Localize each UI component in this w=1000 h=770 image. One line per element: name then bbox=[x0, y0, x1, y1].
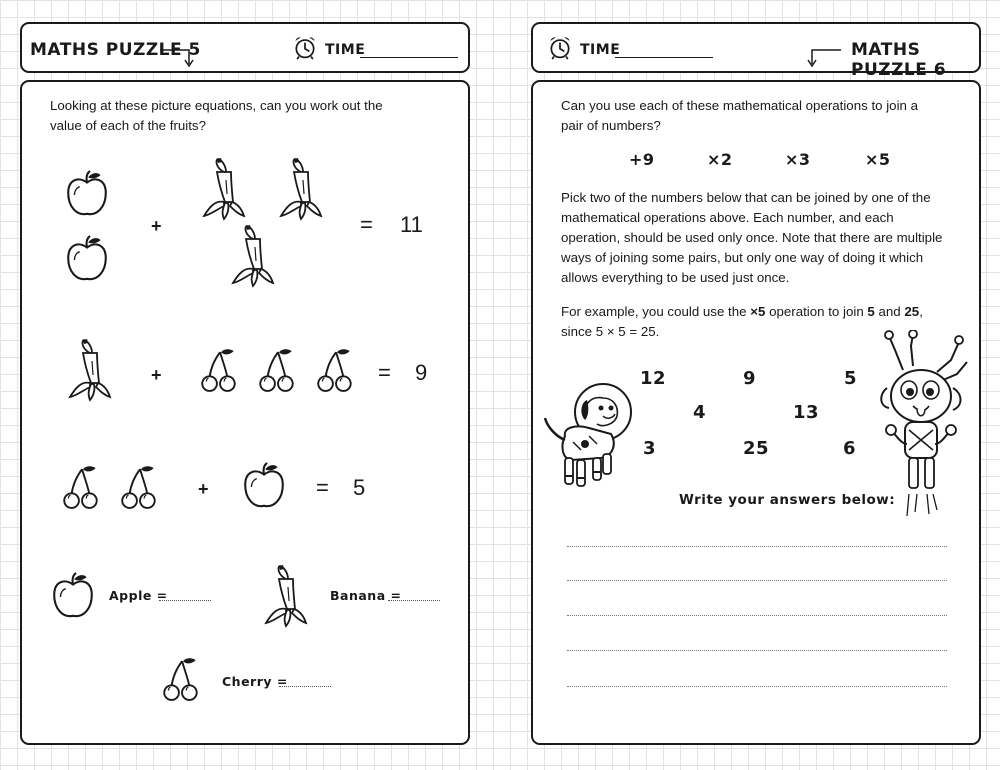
operation-times-3: ×3 bbox=[785, 150, 811, 169]
time-write-line[interactable] bbox=[615, 57, 713, 58]
right-intro-text: Can you use each of these mathematical operations to join a pair of numbers? bbox=[561, 98, 919, 133]
apple-icon bbox=[66, 235, 108, 283]
banana-answer-label: Banana = bbox=[330, 588, 402, 603]
answer-write-line[interactable] bbox=[567, 580, 947, 581]
cherry-answer-label: Cherry = bbox=[222, 674, 288, 689]
banana-icon bbox=[202, 157, 246, 221]
number-tile: 9 bbox=[743, 368, 757, 389]
apple-icon bbox=[243, 462, 285, 510]
example-operation: ×5 bbox=[750, 304, 766, 319]
equals-sign: = bbox=[360, 212, 373, 237]
plus-sign: + bbox=[198, 479, 209, 499]
equation-2-result: 9 bbox=[415, 360, 428, 385]
answer-write-line[interactable] bbox=[567, 650, 947, 651]
number-tile: 6 bbox=[843, 438, 857, 459]
answer-write-line[interactable] bbox=[567, 546, 947, 547]
operation-times-2: ×2 bbox=[707, 150, 733, 169]
cherry-icon bbox=[62, 465, 100, 509]
number-tile: 25 bbox=[743, 438, 770, 459]
operation-plus-9: +9 bbox=[629, 150, 655, 169]
apple-answer-label: Apple = bbox=[109, 588, 168, 603]
apple-icon bbox=[66, 170, 108, 218]
operation-times-5: ×5 bbox=[865, 150, 891, 169]
banana-answer-blank[interactable] bbox=[388, 590, 440, 601]
alarm-clock-icon bbox=[547, 34, 573, 60]
right-puzzle-title: MATHS PUZZLE 6 bbox=[851, 40, 947, 80]
number-tile: 3 bbox=[643, 438, 657, 459]
equals-sign: = bbox=[316, 475, 329, 500]
apple-answer-blank[interactable] bbox=[159, 590, 211, 601]
banana-icon bbox=[68, 338, 112, 402]
example-fragment: , bbox=[919, 304, 923, 319]
plus-sign: + bbox=[151, 216, 162, 236]
equals-sign: = bbox=[378, 360, 391, 385]
astronaut-dog-illustration bbox=[541, 380, 641, 492]
cherry-icon bbox=[120, 465, 158, 509]
example-fragment: For example, you could use the bbox=[561, 304, 751, 319]
banana-icon bbox=[279, 157, 323, 221]
left-puzzle-box bbox=[20, 80, 470, 745]
alien-jetpack-illustration bbox=[873, 330, 973, 518]
number-tile: 13 bbox=[793, 402, 820, 423]
example-number: 5 bbox=[867, 304, 875, 319]
plus-sign: + bbox=[151, 365, 162, 385]
instructions-text: Pick two of the numbers below that can be joined by one of the mathematical operations above. Each number, and each operation, should be used only once. Note that there are multiple ways of joining some pairs, but only one way of doing it which allows everything to be used just once. bbox=[561, 190, 943, 285]
cherry-answer-blank[interactable] bbox=[279, 676, 331, 687]
banana-icon bbox=[264, 564, 308, 628]
right-header-box bbox=[531, 22, 981, 80]
example-equation: since 5 × 5 = 25. bbox=[561, 324, 660, 339]
equation-3-result: 5 bbox=[353, 475, 366, 500]
cherry-icon bbox=[258, 348, 296, 392]
equation-1-result: 11 bbox=[400, 212, 423, 237]
example-number: 25 bbox=[904, 304, 920, 319]
answer-write-line[interactable] bbox=[567, 615, 947, 616]
time-write-line[interactable] bbox=[360, 57, 458, 58]
example-fragment: operation to join bbox=[765, 304, 868, 319]
write-answers-prompt: Write your answers below: bbox=[679, 492, 896, 508]
left-puzzle-title: MATHS PUZZLE 5 bbox=[30, 40, 201, 60]
cherry-icon bbox=[162, 657, 200, 701]
number-tile: 4 bbox=[693, 402, 707, 423]
answer-write-line[interactable] bbox=[567, 686, 947, 687]
cherry-icon bbox=[316, 348, 354, 392]
banana-icon bbox=[231, 224, 275, 288]
number-tile: 5 bbox=[844, 368, 858, 389]
cherry-icon bbox=[200, 348, 238, 392]
left-header-box bbox=[20, 22, 470, 73]
time-label: TIME bbox=[325, 42, 366, 58]
number-tile: 12 bbox=[640, 368, 667, 389]
example-fragment: and bbox=[874, 304, 905, 319]
apple-icon bbox=[52, 572, 94, 620]
time-label: TIME bbox=[580, 42, 621, 58]
right-puzzle-box bbox=[531, 80, 981, 745]
alarm-clock-icon bbox=[292, 34, 318, 60]
arrow-down-right-icon bbox=[159, 46, 195, 68]
arrow-down-left-icon bbox=[806, 46, 842, 68]
left-intro-text: Looking at these picture equations, can you work out the value of each of the fruits? bbox=[50, 98, 383, 133]
